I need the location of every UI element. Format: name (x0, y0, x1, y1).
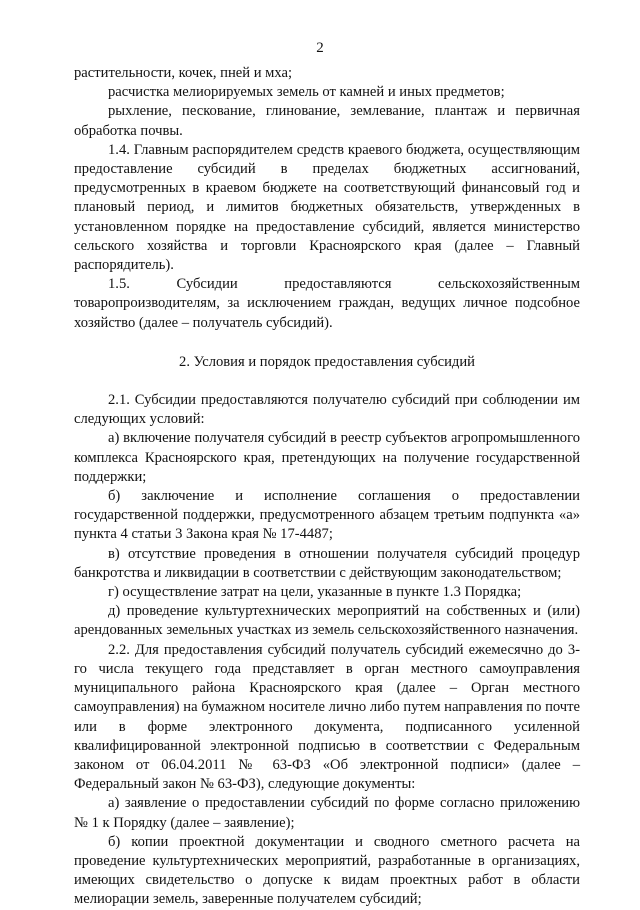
list-item-a: а) заявление о предоставлении субсидий по форме согласно приложению № 1 к Порядку (далее – заявление); (74, 795, 580, 831)
paragraph-1-4: 1.4. Главным распорядителем средств краевого бюджета, осуществляющим предоставление субсидий в пределах бюджетных ассигнований, предусмотренных в краевом бюджете на соответствующий финансовый год и плановый период, и лимитов бюджетных обязательств, утвержденных в установленном порядке на предоставление субсидий, является министерство сельского хозяйства и торговли Красноярского края (далее – Главный распорядитель). (74, 141, 580, 274)
paragraph-2-2: 2.2. Для предоставления субсидий получатель субсидий ежемесячно до 3-го числа текущего года представляет в орган местного самоуправления муниципального района Красноярского края (далее – Орган местного самоуправления) на бумажном носителе лично либо путем направления по почте или в форме электронного документа, подписанного усиленной квалифицированной электронной подписью в соответствии с Федеральным законом от 06.04.2011 № 63-ФЗ «Об электронной подписи» (далее – Федеральный закон № 63-ФЗ), следующие документы: (74, 641, 580, 793)
paragraph: растительности, кочек, пней и мха; (74, 65, 293, 81)
page-number: 2 (316, 40, 324, 56)
list-item-b: б) заключение и исполнение соглашения о предоставлении государственной поддержки, предусмотренного абзацем третьим подпункта «а» пункта 4 статьи 3 Закона края № 17-4487; (74, 488, 580, 543)
paragraph: расчистка мелиорируемых земель от камней и иных предметов; (108, 84, 505, 101)
list-item-g: г) осуществление затрат на цели, указанные в пункте 1.3 Порядка; (108, 584, 522, 601)
paragraph: рыхление, пескование, глинование, землевание, плантаж и первичная обработка почвы. (74, 103, 580, 139)
list-item-d: д) проведение культуртехнических мероприятий на собственных и (или) арендованных земельных участках из земель сельскохозяйственного назначения. (74, 603, 580, 639)
paragraph-1-5: 1.5. Субсидии предоставляются сельскохозяйственным товаропроизводителям, за исключением граждан, ведущих личное подсобное хозяйство (далее – получатель субсидий). (74, 276, 580, 331)
list-item-b: б) копии проектной документации и сводного сметного расчета на проведение культуртехнических мероприятий, разработанные в организациях, имеющих свидетельство о допуске к видам проектных работ в области мелиорации земель, заверенные получателем субсидий; (74, 833, 580, 908)
list-item-a: а) включение получателя субсидий в реестр субъектов агропромышленного комплекса Красноярского края, претендующих на получение государственной поддержки; (74, 430, 580, 485)
document-body (74, 64, 580, 910)
section-title: 2. Условия и порядок предоставления субсидий (179, 353, 475, 370)
paragraph-2-1: 2.1. Субсидии предоставляются получателю субсидий при соблюдении им следующих условий: (74, 392, 580, 428)
list-item-v: в) отсутствие проведения в отношении получателя субсидий процедур банкротства и ликвидации в соответствии с действующим законодательством; (74, 545, 580, 581)
